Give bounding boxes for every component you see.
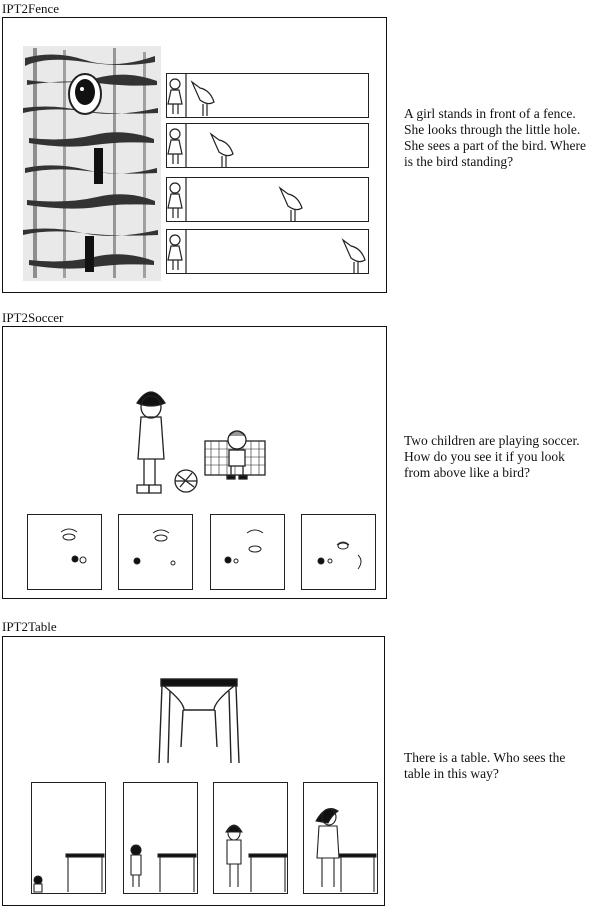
table-caption: There is a table. Who sees the table in this way?: [404, 750, 566, 781]
panel-title-soccer: IPT2Soccer: [2, 310, 64, 325]
fence-illustration-frame: [2, 17, 387, 293]
soccer-options-drawing: [3, 327, 388, 600]
panel-title-fence: IPT2Fence: [2, 1, 60, 16]
table-illustration-frame: [2, 636, 385, 906]
soccer-caption: Two children are playing soccer. How do you see it if you look from above like a bird?: [404, 433, 580, 480]
fence-caption: A girl stands in front of a fence. She looks through the little hole. She sees a part of the bird. Where is the bird standing?: [404, 106, 586, 169]
panel-title-table: IPT2Table: [2, 619, 57, 634]
fence-options-drawing: [3, 18, 388, 294]
table-options-drawing: [3, 637, 386, 907]
soccer-illustration-frame: [2, 326, 387, 599]
